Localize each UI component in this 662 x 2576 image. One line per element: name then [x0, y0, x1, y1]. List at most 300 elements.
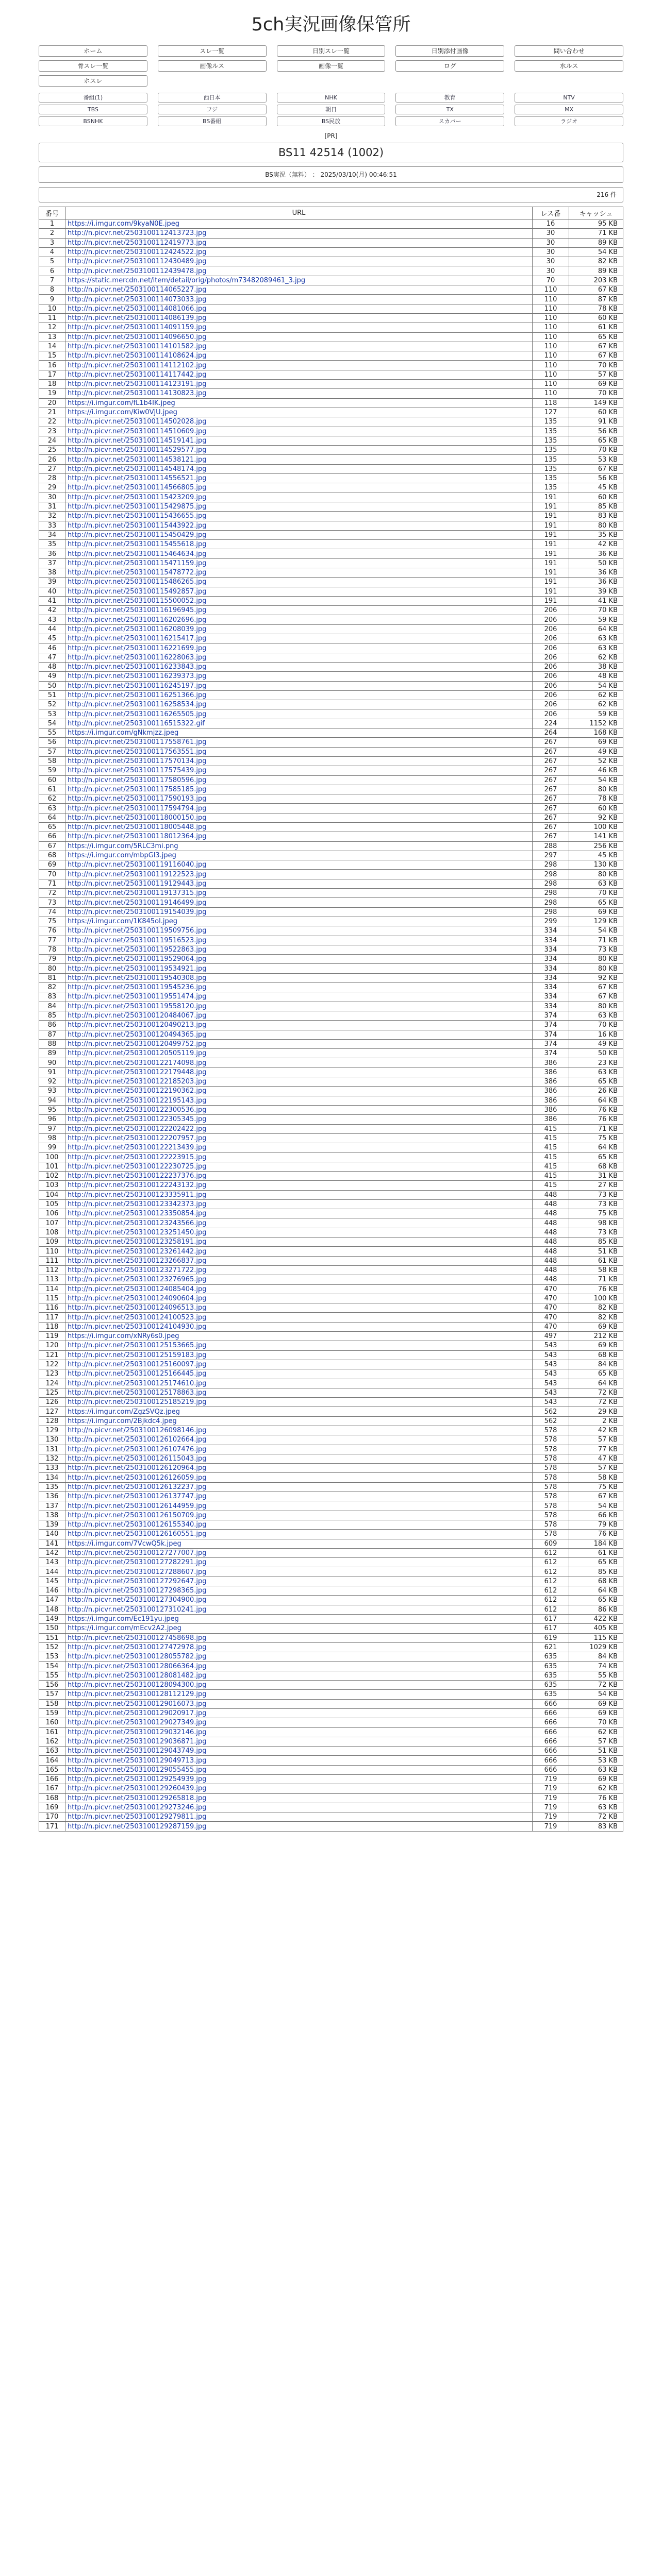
image-link[interactable]: http://n.picvr.net/2503100126150709.jpg: [68, 1511, 207, 1519]
row-res-number: 135: [533, 483, 569, 493]
row-url: [65, 1181, 533, 1190]
channel-button[interactable]: MX: [515, 105, 623, 114]
image-link[interactable]: http://n.picvr.net/2503100129279811.jpg: [68, 1813, 207, 1821]
row-cache-size: 67 KB: [569, 983, 623, 992]
image-link[interactable]: https://i.imgur.com/fL1b4IK.jpeg: [68, 399, 175, 407]
image-link[interactable]: http://n.picvr.net/2503100123266837.jpg: [68, 1257, 207, 1265]
row-url: [65, 889, 533, 898]
row-cache-size: 64 KB: [569, 1586, 623, 1596]
image-link[interactable]: http://n.picvr.net/2503100129265818.jpg: [68, 1794, 207, 1802]
table-row: [39, 1398, 623, 1407]
row-cache-size: 69 KB: [569, 1322, 623, 1331]
image-link[interactable]: http://n.picvr.net/2503100119154039.jpg: [68, 908, 207, 916]
row-cache-size: 70 KB: [569, 889, 623, 898]
image-link[interactable]: http://n.picvr.net/2503100126126059.jpg: [68, 1473, 207, 1482]
row-cache-size: 60 KB: [569, 313, 623, 323]
row-number: 118: [39, 1322, 65, 1331]
image-link[interactable]: https://i.imgur.com/Kiw0VjU.jpeg: [68, 409, 177, 417]
image-link[interactable]: https://i.imgur.com/1K845ol.jpeg: [68, 918, 177, 926]
image-link[interactable]: http://n.picvr.net/2503100129027349.jpg: [68, 1719, 207, 1727]
image-link[interactable]: http://n.picvr.net/2503100123243566.jpg: [68, 1219, 207, 1227]
row-res-number: 298: [533, 870, 569, 879]
row-number: 100: [39, 1153, 65, 1162]
image-link[interactable]: http://n.picvr.net/2503100124090604.jpg: [68, 1294, 207, 1302]
channel-button[interactable]: 番組(1): [39, 93, 147, 103]
image-link[interactable]: https://i.imgur.com/Ec191yu.jpeg: [68, 1615, 179, 1623]
image-link[interactable]: http://n.picvr.net/2503100115450429.jpg: [68, 531, 207, 539]
row-cache-size: 53 KB: [569, 1756, 623, 1765]
row-number: 93: [39, 1087, 65, 1096]
image-link[interactable]: http://n.picvr.net/2503100119529064.jpg: [68, 955, 207, 963]
image-link[interactable]: http://n.picvr.net/2503100119540308.jpg: [68, 974, 207, 982]
image-link[interactable]: http://n.picvr.net/2503100120499752.jpg: [68, 1040, 207, 1048]
channel-button[interactable]: BS民放: [277, 116, 386, 126]
row-url: [65, 1303, 533, 1313]
table-row: [39, 464, 623, 473]
image-link[interactable]: http://n.picvr.net/2503100122243132.jpg: [68, 1181, 207, 1190]
image-link[interactable]: http://n.picvr.net/2503100126098146.jpg: [68, 1427, 207, 1435]
image-link[interactable]: http://n.picvr.net/2503100122195143.jpg: [68, 1096, 207, 1105]
image-link[interactable]: http://n.picvr.net/2503100114123191.jpg: [68, 380, 207, 388]
row-url: [65, 832, 533, 841]
image-link[interactable]: http://n.picvr.net/2503100122237376.jpg: [68, 1172, 207, 1180]
image-link[interactable]: http://n.picvr.net/2503100114108624.jpg: [68, 352, 207, 360]
image-link[interactable]: http://n.picvr.net/2503100126132237.jpg: [68, 1483, 207, 1491]
image-link[interactable]: http://n.picvr.net/2503100127458698.jpg: [68, 1634, 207, 1642]
nav-button[interactable]: 日別スレ一覧: [277, 45, 386, 57]
row-res-number: 206: [533, 624, 569, 634]
image-link[interactable]: http://n.picvr.net/2503100128112129.jpg: [68, 1690, 207, 1699]
row-url: [65, 1699, 533, 1708]
image-link[interactable]: https://static.mercdn.net/item/detail/orig/photos/m73482089461_3.jpg: [68, 276, 306, 284]
row-cache-size: 60 KB: [569, 408, 623, 417]
row-cache-size: 115 KB: [569, 1633, 623, 1642]
image-link[interactable]: http://n.picvr.net/2503100122179448.jpg: [68, 1068, 207, 1076]
image-link[interactable]: http://n.picvr.net/2503100122213439.jpg: [68, 1144, 207, 1152]
image-link[interactable]: http://n.picvr.net/2503100115500052.jpg: [68, 597, 207, 605]
row-number: 117: [39, 1313, 65, 1322]
image-link[interactable]: http://n.picvr.net/2503100119516523.jpg: [68, 936, 207, 944]
image-link[interactable]: http://n.picvr.net/2503100112430489.jpg: [68, 258, 207, 266]
channel-button[interactable]: フジ: [158, 105, 267, 114]
image-link[interactable]: http://n.picvr.net/2503100129273246.jpg: [68, 1804, 207, 1812]
image-link[interactable]: http://n.picvr.net/2503100115436655.jpg: [68, 512, 207, 520]
image-link[interactable]: https://i.imgur.com/ZgzSVQz.jpeg: [68, 1408, 180, 1416]
image-link[interactable]: http://n.picvr.net/2503100127282291.jpg: [68, 1558, 207, 1567]
image-link[interactable]: http://n.picvr.net/2503100112439478.jpg: [68, 267, 207, 275]
image-link[interactable]: http://n.picvr.net/2503100129036871.jpg: [68, 1737, 207, 1745]
image-link[interactable]: http://n.picvr.net/2503100119558120.jpg: [68, 1002, 207, 1010]
image-link[interactable]: http://n.picvr.net/2503100116215417.jpg: [68, 635, 207, 643]
nav-button[interactable]: 骨スレ一覧: [39, 60, 147, 72]
image-link[interactable]: https://i.imgur.com/2Bjkdc4.jpeg: [68, 1417, 177, 1425]
image-link[interactable]: http://n.picvr.net/2503100114519141.jpg: [68, 436, 207, 445]
row-cache-size: 61 KB: [569, 1548, 623, 1557]
image-link[interactable]: http://n.picvr.net/2503100123276965.jpg: [68, 1276, 207, 1284]
image-link[interactable]: http://n.picvr.net/2503100120490213.jpg: [68, 1021, 207, 1029]
nav-button[interactable]: 画像一覧: [277, 60, 386, 72]
row-cache-size: 73 KB: [569, 1190, 623, 1199]
row-cache-size: 76 KB: [569, 1530, 623, 1539]
channel-button[interactable]: NTV: [515, 93, 623, 103]
image-link[interactable]: http://n.picvr.net/2503100115471159.jpg: [68, 559, 207, 567]
image-link[interactable]: http://n.picvr.net/2503100125174610.jpg: [68, 1379, 207, 1387]
table-row: [39, 285, 623, 295]
image-link[interactable]: http://n.picvr.net/2503100128094300.jpg: [68, 1681, 207, 1689]
image-link[interactable]: http://n.picvr.net/2503100125178863.jpg: [68, 1388, 207, 1397]
row-number: 14: [39, 342, 65, 351]
image-link[interactable]: http://n.picvr.net/2503100126160551.jpg: [68, 1530, 207, 1538]
image-link[interactable]: http://n.picvr.net/2503100127277007.jpg: [68, 1549, 207, 1557]
table-row: [39, 276, 623, 285]
row-url: [65, 879, 533, 888]
image-link[interactable]: http://n.picvr.net/2503100124096513.jpg: [68, 1304, 207, 1312]
image-link[interactable]: http://n.picvr.net/2503100115492857.jpg: [68, 587, 207, 596]
channel-button[interactable]: BS番組: [158, 116, 267, 126]
row-url: [65, 983, 533, 992]
image-link[interactable]: http://n.picvr.net/2503100118012364.jpg: [68, 833, 207, 841]
row-cache-size: 89 KB: [569, 238, 623, 247]
channel-button[interactable]: ラジオ: [515, 116, 623, 126]
image-link[interactable]: http://n.picvr.net/2503100119551474.jpg: [68, 993, 207, 1001]
image-link[interactable]: http://n.picvr.net/2503100126144959.jpg: [68, 1502, 207, 1510]
image-link[interactable]: http://n.picvr.net/2503100126155340.jpg: [68, 1521, 207, 1529]
row-number: 155: [39, 1671, 65, 1680]
image-link[interactable]: http://n.picvr.net/2503100120505119.jpg: [68, 1049, 207, 1058]
row-res-number: 470: [533, 1284, 569, 1294]
image-link[interactable]: http://n.picvr.net/2503100114538121.jpg: [68, 455, 207, 464]
image-link[interactable]: http://n.picvr.net/2503100114081066.jpg: [68, 304, 207, 313]
image-link[interactable]: https://i.imgur.com/5RLC3mi.png: [68, 842, 178, 850]
row-res-number: 635: [533, 1652, 569, 1662]
image-link[interactable]: https://i.imgur.com/mbpGl3.jpeg: [68, 852, 176, 860]
row-url: [65, 247, 533, 257]
nav-button[interactable]: 問い合わせ: [515, 45, 623, 57]
row-number: 143: [39, 1558, 65, 1567]
row-url: [65, 1228, 533, 1237]
image-link[interactable]: http://n.picvr.net/2503100125166445.jpg: [68, 1370, 207, 1378]
row-url: [65, 766, 533, 775]
row-url: [65, 1718, 533, 1727]
row-cache-size: 61 KB: [569, 323, 623, 332]
image-link[interactable]: http://n.picvr.net/2503100114510609.jpg: [68, 427, 207, 435]
row-res-number: 110: [533, 295, 569, 304]
image-link[interactable]: http://n.picvr.net/2503100114117442.jpg: [68, 370, 207, 379]
image-link[interactable]: http://n.picvr.net/2503100112413723.jpg: [68, 229, 207, 238]
channel-nav: [39, 93, 623, 126]
row-cache-size: 84 KB: [569, 1360, 623, 1369]
image-link[interactable]: http://n.picvr.net/2503100125160097.jpg: [68, 1361, 207, 1369]
image-link[interactable]: http://n.picvr.net/2503100127288607.jpg: [68, 1568, 207, 1576]
row-url: [65, 1209, 533, 1218]
image-link[interactable]: http://n.picvr.net/2503100122207957.jpg: [68, 1134, 207, 1142]
row-res-number: 298: [533, 907, 569, 917]
image-link[interactable]: http://n.picvr.net/2503100122174098.jpg: [68, 1059, 207, 1067]
image-link[interactable]: http://n.picvr.net/2503100117575439.jpg: [68, 767, 207, 775]
row-url: [65, 681, 533, 690]
image-link[interactable]: http://n.picvr.net/2503100117563551.jpg: [68, 748, 207, 756]
table-row: [39, 1567, 623, 1577]
image-link[interactable]: http://n.picvr.net/2503100123271722.jpg: [68, 1266, 207, 1275]
image-link[interactable]: http://n.picvr.net/2503100122230725.jpg: [68, 1162, 207, 1171]
image-link[interactable]: http://n.picvr.net/2503100114130823.jpg: [68, 389, 207, 398]
row-res-number: 206: [533, 700, 569, 709]
image-link[interactable]: http://n.picvr.net/2503100115455618.jpg: [68, 540, 207, 549]
row-cache-size: 69 KB: [569, 1774, 623, 1784]
table-row: [39, 1218, 623, 1228]
image-link[interactable]: http://n.picvr.net/2503100128081482.jpg: [68, 1671, 207, 1680]
row-url: [65, 1360, 533, 1369]
row-number: 77: [39, 936, 65, 945]
row-url: [65, 1445, 533, 1454]
image-link[interactable]: http://n.picvr.net/2503100116265505.jpg: [68, 710, 207, 718]
image-link[interactable]: https://i.imgur.com/gNkmjzz.jpeg: [68, 729, 179, 737]
image-link[interactable]: http://n.picvr.net/2503100123335911.jpg: [68, 1191, 207, 1199]
row-res-number: 110: [533, 389, 569, 398]
image-link[interactable]: http://n.picvr.net/2503100125153665.jpg: [68, 1342, 207, 1350]
image-link[interactable]: http://n.picvr.net/2503100129016073.jpg: [68, 1700, 207, 1708]
image-link[interactable]: http://n.picvr.net/2503100120494365.jpg: [68, 1030, 207, 1039]
nav-button[interactable]: 日別添付画像: [395, 45, 504, 57]
row-number: 44: [39, 624, 65, 634]
table-row: [39, 1379, 623, 1388]
image-link[interactable]: http://n.picvr.net/2503100129055455.jpg: [68, 1766, 207, 1774]
image-link[interactable]: http://n.picvr.net/2503100122223915.jpg: [68, 1153, 207, 1161]
image-link[interactable]: http://n.picvr.net/2503100116515322.gif: [68, 719, 205, 727]
row-cache-size: 67 KB: [569, 351, 623, 361]
channel-button[interactable]: スカパー: [395, 116, 504, 126]
image-link[interactable]: http://n.picvr.net/2503100117570134.jpg: [68, 757, 207, 766]
image-link[interactable]: http://n.picvr.net/2503100119137315.jpg: [68, 889, 207, 897]
row-cache-size: 60 KB: [569, 493, 623, 502]
row-res-number: 415: [533, 1181, 569, 1190]
image-link[interactable]: http://n.picvr.net/2503100114112102.jpg: [68, 361, 207, 369]
image-link[interactable]: http://n.picvr.net/2503100129032146.jpg: [68, 1728, 207, 1736]
table-row: [39, 1690, 623, 1699]
image-link[interactable]: http://n.picvr.net/2503100114502028.jpg: [68, 418, 207, 426]
main-nav: [39, 45, 623, 87]
image-link[interactable]: http://n.picvr.net/2503100114065227.jpg: [68, 286, 207, 294]
row-cache-size: 87 KB: [569, 295, 623, 304]
image-link[interactable]: http://n.picvr.net/2503100127310241.jpg: [68, 1605, 207, 1614]
row-url: [65, 794, 533, 804]
image-link[interactable]: http://n.picvr.net/2503100129260439.jpg: [68, 1785, 207, 1793]
row-url: [65, 1756, 533, 1765]
image-link[interactable]: http://n.picvr.net/2503100119534921.jpg: [68, 964, 207, 973]
row-number: 89: [39, 1049, 65, 1058]
image-link[interactable]: http://n.picvr.net/2503100116251366.jpg: [68, 691, 207, 699]
image-link[interactable]: http://n.picvr.net/2503100129049713.jpg: [68, 1756, 207, 1765]
table-row: [39, 1143, 623, 1153]
image-link[interactable]: http://n.picvr.net/2503100123342373.jpg: [68, 1200, 207, 1209]
image-link[interactable]: http://n.picvr.net/2503100114086139.jpg: [68, 314, 207, 323]
image-link[interactable]: http://n.picvr.net/2503100114556521.jpg: [68, 474, 207, 483]
channel-button[interactable]: TBS: [39, 105, 147, 114]
image-link[interactable]: http://n.picvr.net/2503100116228063.jpg: [68, 653, 207, 662]
image-link[interactable]: http://n.picvr.net/2503100116202696.jpg: [68, 616, 207, 624]
image-link[interactable]: http://n.picvr.net/2503100127472978.jpg: [68, 1643, 207, 1651]
image-link[interactable]: http://n.picvr.net/2503100116208039.jpg: [68, 625, 207, 633]
image-link[interactable]: http://n.picvr.net/2503100122190362.jpg: [68, 1087, 207, 1095]
image-link[interactable]: http://n.picvr.net/2503100115443922.jpg: [68, 521, 207, 530]
image-link[interactable]: http://n.picvr.net/2503100119116040.jpg: [68, 861, 207, 869]
image-link[interactable]: http://n.picvr.net/2503100129020917.jpg: [68, 1709, 207, 1718]
row-cache-size: 53 KB: [569, 455, 623, 464]
row-url: [65, 408, 533, 417]
image-link[interactable]: http://n.picvr.net/2503100120484067.jpg: [68, 1012, 207, 1020]
image-link[interactable]: https://i.imgur.com/xNRy6s0.jpeg: [68, 1332, 179, 1341]
image-link[interactable]: http://n.picvr.net/2503100128066364.jpg: [68, 1662, 207, 1670]
row-number: 95: [39, 1105, 65, 1114]
image-link[interactable]: http://n.picvr.net/2503100114073033.jpg: [68, 295, 207, 303]
image-link[interactable]: http://n.picvr.net/2503100116196945.jpg: [68, 606, 207, 615]
image-link[interactable]: http://n.picvr.net/2503100124100523.jpg: [68, 1313, 207, 1321]
image-link[interactable]: http://n.picvr.net/2503100115423209.jpg: [68, 493, 207, 501]
image-link[interactable]: http://n.picvr.net/2503100128055782.jpg: [68, 1653, 207, 1661]
row-number: 5: [39, 257, 65, 266]
row-number: 10: [39, 304, 65, 313]
row-number: 164: [39, 1756, 65, 1765]
image-link[interactable]: http://n.picvr.net/2503100123261442.jpg: [68, 1247, 207, 1256]
image-link[interactable]: http://n.picvr.net/2503100117558761.jpg: [68, 738, 207, 747]
image-link[interactable]: http://n.picvr.net/2503100124104930.jpg: [68, 1323, 207, 1331]
channel-button[interactable]: TX: [395, 105, 504, 114]
row-cache-size: 54 KB: [569, 681, 623, 690]
row-cache-size: 66 KB: [569, 1511, 623, 1520]
image-link[interactable]: http://n.picvr.net/2503100123258191.jpg: [68, 1238, 207, 1246]
table-row: [39, 1153, 623, 1162]
image-link[interactable]: http://n.picvr.net/2503100129287159.jpg: [68, 1822, 207, 1831]
row-res-number: 386: [533, 1058, 569, 1067]
image-link[interactable]: http://n.picvr.net/2503100126115043.jpg: [68, 1455, 207, 1463]
image-link[interactable]: http://n.picvr.net/2503100119129443.jpg: [68, 879, 207, 888]
image-link[interactable]: https://i.imgur.com/9kyaN0E.jpeg: [68, 220, 179, 228]
image-link[interactable]: http://n.picvr.net/2503100122305345.jpg: [68, 1115, 207, 1124]
image-link[interactable]: http://n.picvr.net/2503100117585185.jpg: [68, 785, 207, 793]
image-link[interactable]: http://n.picvr.net/2503100126102664.jpg: [68, 1436, 207, 1444]
image-link[interactable]: http://n.picvr.net/2503100119122523.jpg: [68, 870, 207, 878]
image-link[interactable]: http://n.picvr.net/2503100122202422.jpg: [68, 1125, 207, 1133]
row-res-number: 386: [533, 1105, 569, 1114]
image-link[interactable]: http://n.picvr.net/2503100125185219.jpg: [68, 1398, 207, 1406]
image-link[interactable]: http://n.picvr.net/2503100126107476.jpg: [68, 1445, 207, 1453]
image-link[interactable]: http://n.picvr.net/2503100119522863.jpg: [68, 946, 207, 954]
image-link[interactable]: http://n.picvr.net/2503100129043749.jpg: [68, 1747, 207, 1755]
image-link[interactable]: http://n.picvr.net/2503100114091159.jpg: [68, 324, 207, 332]
image-link[interactable]: http://n.picvr.net/2503100119509756.jpg: [68, 927, 207, 935]
image-link[interactable]: http://n.picvr.net/2503100127304900.jpg: [68, 1596, 207, 1604]
image-link[interactable]: http://n.picvr.net/2503100122185203.jpg: [68, 1078, 207, 1086]
row-cache-size: 36 KB: [569, 549, 623, 558]
row-number: 30: [39, 493, 65, 502]
image-link[interactable]: http://n.picvr.net/2503100112424522.jpg: [68, 248, 207, 257]
table-row: [39, 229, 623, 238]
image-link[interactable]: http://n.picvr.net/2503100115464634.jpg: [68, 550, 207, 558]
row-cache-size: 184 KB: [569, 1539, 623, 1548]
image-link[interactable]: http://n.picvr.net/2503100112419773.jpg: [68, 239, 207, 247]
image-link[interactable]: https://i.imgur.com/7VcwQ5k.jpeg: [68, 1539, 181, 1548]
table-row: [39, 1774, 623, 1784]
row-res-number: 578: [533, 1454, 569, 1463]
row-url: [65, 1124, 533, 1133]
image-link[interactable]: http://n.picvr.net/2503100116245197.jpg: [68, 682, 207, 690]
image-link[interactable]: http://n.picvr.net/2503100117580596.jpg: [68, 776, 207, 784]
image-link[interactable]: http://n.picvr.net/2503100114548174.jpg: [68, 465, 207, 473]
image-link[interactable]: http://n.picvr.net/2503100127292647.jpg: [68, 1577, 207, 1585]
channel-button[interactable]: BSNHK: [39, 116, 147, 126]
image-link[interactable]: http://n.picvr.net/2503100126120964.jpg: [68, 1464, 207, 1472]
image-table: [39, 207, 623, 1832]
image-link[interactable]: http://n.picvr.net/2503100123350854.jpg: [68, 1210, 207, 1218]
image-link[interactable]: http://n.picvr.net/2503100129254939.jpg: [68, 1775, 207, 1784]
row-cache-size: 71 KB: [569, 936, 623, 945]
image-link[interactable]: http://n.picvr.net/2503100114529577.jpg: [68, 446, 207, 454]
image-link[interactable]: http://n.picvr.net/2503100119545236.jpg: [68, 984, 207, 992]
channel-button[interactable]: NHK: [277, 93, 386, 103]
image-link[interactable]: http://n.picvr.net/2503100116258534.jpg: [68, 701, 207, 709]
channel-button[interactable]: 教育: [395, 93, 504, 103]
row-cache-size: 69 KB: [569, 1341, 623, 1350]
image-link[interactable]: http://n.picvr.net/2503100117594794.jpg: [68, 804, 207, 812]
nav-button[interactable]: 水ルス: [515, 60, 623, 72]
image-link[interactable]: http://n.picvr.net/2503100114096650.jpg: [68, 333, 207, 341]
row-res-number: 578: [533, 1511, 569, 1520]
row-number: 171: [39, 1822, 65, 1831]
image-link[interactable]: https://i.imgur.com/mEcv2A2.jpeg: [68, 1624, 181, 1633]
table-row: [39, 1624, 623, 1633]
image-link[interactable]: http://n.picvr.net/2503100116221699.jpg: [68, 644, 207, 652]
nav-button[interactable]: ホスレ: [39, 75, 147, 87]
nav-button[interactable]: ホーム: [39, 45, 147, 57]
table-row: [39, 1105, 623, 1114]
image-link[interactable]: http://n.picvr.net/2503100119146499.jpg: [68, 899, 207, 907]
row-number: 84: [39, 1002, 65, 1011]
nav-button[interactable]: 画像ルス: [158, 60, 267, 72]
table-row: [39, 1002, 623, 1011]
row-cache-size: 50 KB: [569, 1049, 623, 1058]
image-link[interactable]: http://n.picvr.net/2503100116233843.jpg: [68, 663, 207, 671]
table-row: [39, 1633, 623, 1642]
image-link[interactable]: http://n.picvr.net/2503100115429875.jpg: [68, 503, 207, 511]
row-number: 88: [39, 1039, 65, 1048]
image-link[interactable]: http://n.picvr.net/2503100114101582.jpg: [68, 343, 207, 350]
image-link[interactable]: http://n.picvr.net/2503100123251450.jpg: [68, 1228, 207, 1236]
row-url: [65, 351, 533, 361]
nav-button[interactable]: ログ: [395, 60, 504, 72]
table-row: [39, 1501, 623, 1511]
nav-button[interactable]: スレ一覧: [158, 45, 267, 57]
image-link[interactable]: http://n.picvr.net/2503100124085404.jpg: [68, 1285, 207, 1293]
image-link[interactable]: http://n.picvr.net/2503100122300536.jpg: [68, 1106, 207, 1114]
image-link[interactable]: http://n.picvr.net/2503100126137747.jpg: [68, 1493, 207, 1501]
image-link[interactable]: http://n.picvr.net/2503100125159183.jpg: [68, 1351, 207, 1359]
image-link[interactable]: http://n.picvr.net/2503100127298365.jpg: [68, 1587, 207, 1595]
row-number: 19: [39, 389, 65, 398]
image-link[interactable]: http://n.picvr.net/2503100114566805.jpg: [68, 484, 207, 492]
channel-button[interactable]: 朝日: [277, 105, 386, 114]
image-link[interactable]: http://n.picvr.net/2503100115486265.jpg: [68, 578, 207, 586]
row-cache-size: 42 KB: [569, 1426, 623, 1435]
image-link[interactable]: http://n.picvr.net/2503100118005448.jpg: [68, 823, 207, 832]
image-link[interactable]: http://n.picvr.net/2503100118000150.jpg: [68, 814, 207, 822]
image-link[interactable]: http://n.picvr.net/2503100117590193.jpg: [68, 795, 207, 803]
channel-button[interactable]: 西日本: [158, 93, 267, 103]
image-link[interactable]: http://n.picvr.net/2503100116239373.jpg: [68, 672, 207, 681]
row-res-number: 110: [533, 351, 569, 361]
row-res-number: 448: [533, 1247, 569, 1256]
thread-info: BS実況（無料） ： 2025/03/10(月) 00:46:51: [39, 166, 623, 183]
image-link[interactable]: http://n.picvr.net/2503100115478772.jpg: [68, 569, 207, 577]
